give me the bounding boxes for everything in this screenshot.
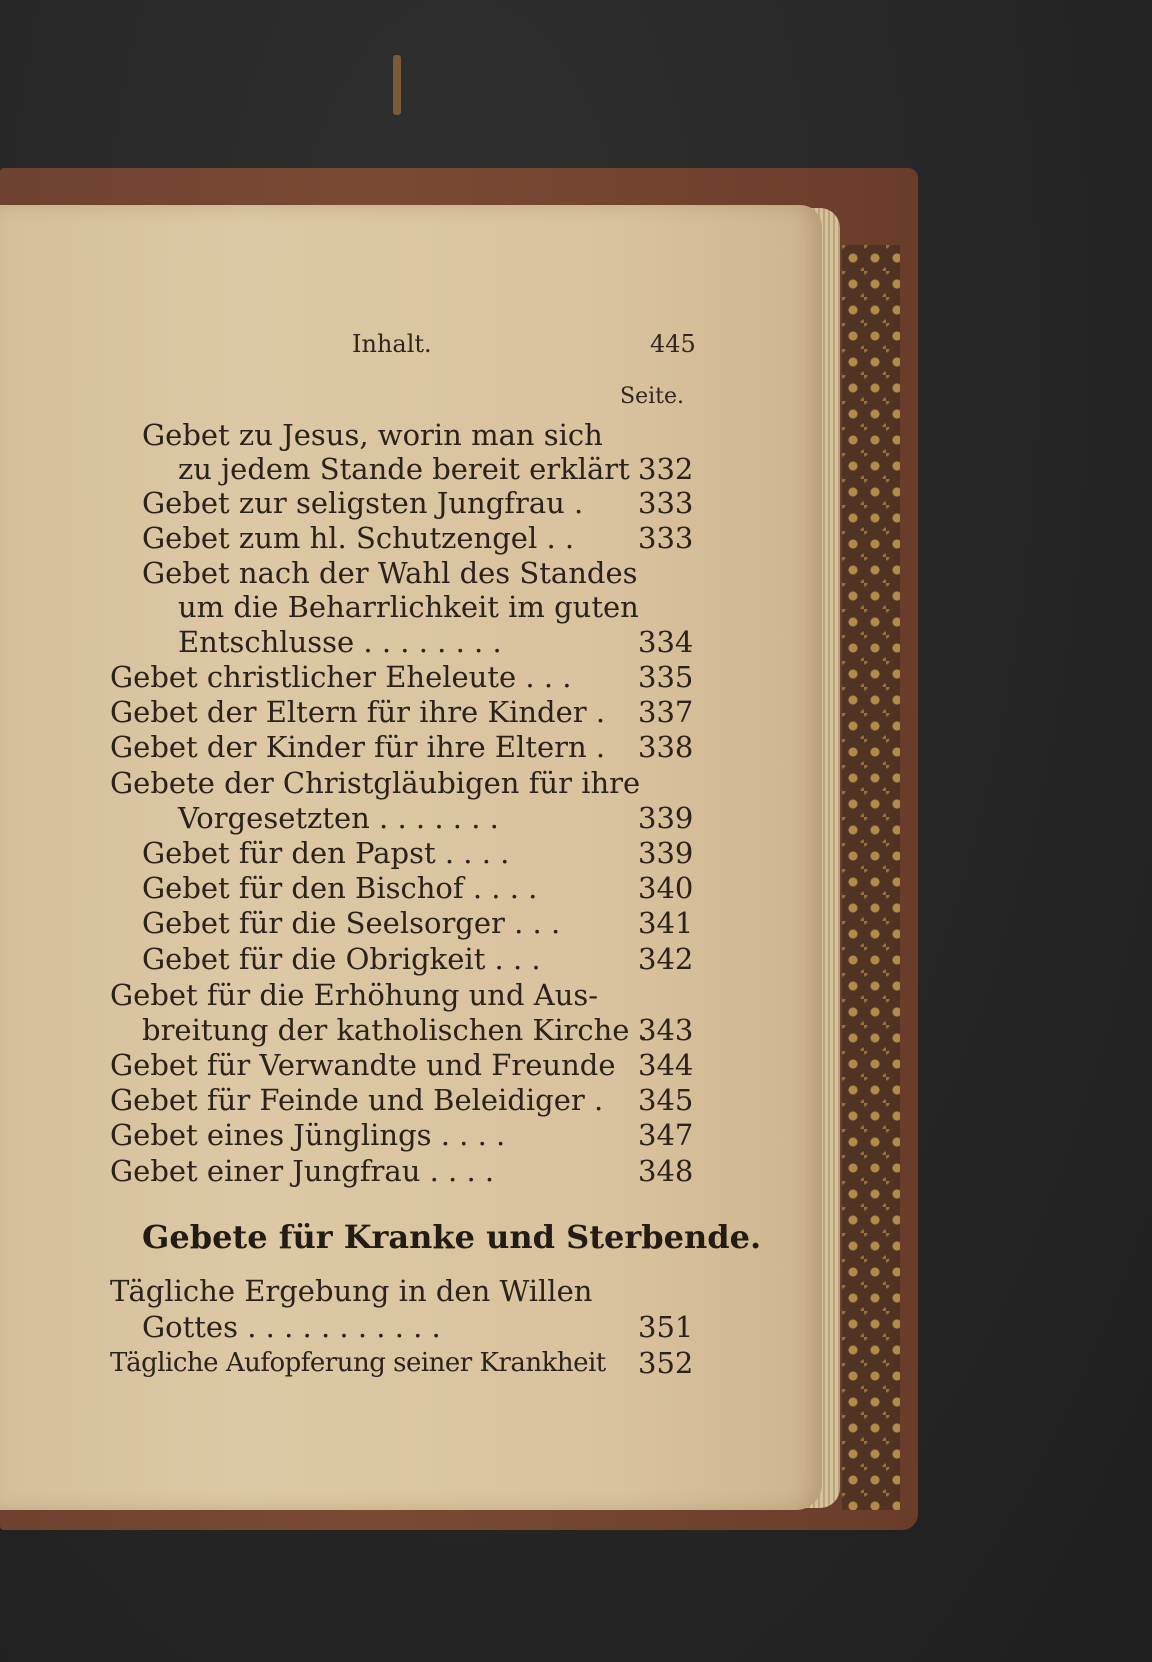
toc-entry-page: 344 <box>638 1048 694 1082</box>
toc-entry-page: 333 <box>638 521 694 555</box>
toc-entry-text: Gebet eines Jünglings . . . . <box>110 1118 506 1152</box>
toc-entry-page: 352 <box>638 1346 694 1380</box>
toc-entry-text: Gottes . . . . . . . . . . . <box>142 1310 441 1344</box>
bookmark-ribbon <box>393 55 401 115</box>
toc-entry-page: 340 <box>638 871 694 905</box>
toc-entry-page: 342 <box>638 942 694 976</box>
toc-entry-text: Tägliche Aufopferung seiner Krankheit <box>110 1348 606 1378</box>
toc-entry-page: 332 <box>638 452 694 486</box>
toc-entry-text: Gebet für den Papst . . . . <box>142 836 510 870</box>
toc-entry-text: Gebet der Kinder für ihre Eltern . <box>110 730 606 764</box>
toc-entry-page: 339 <box>638 801 694 835</box>
toc-entry-page: 338 <box>638 730 694 764</box>
toc-entry-text: Gebet zur seligsten Jungfrau . <box>142 486 584 520</box>
toc-entry-page: 343 <box>638 1013 694 1047</box>
section-heading: Gebete für Kranke und Sterbende. <box>142 1218 762 1256</box>
toc-entry-text: Gebet zu Jesus, worin man sich <box>142 418 603 452</box>
page-number: 445 <box>650 330 696 358</box>
seite-label: Seite. <box>620 384 684 409</box>
toc-entry-page: 339 <box>638 836 694 870</box>
toc-entry-page: 333 <box>638 486 694 520</box>
toc-entry-page: 348 <box>638 1154 694 1188</box>
toc-entry-text: Gebet für Feinde und Beleidiger . <box>110 1083 604 1117</box>
toc-entry-page: 351 <box>638 1310 694 1344</box>
toc-entry-page: 341 <box>638 906 694 940</box>
toc-entry-text: Gebet für den Bischof . . . . <box>142 871 538 905</box>
toc-entry-text: Gebete der Christgläubigen für ihre <box>110 766 641 800</box>
toc-entry-text: Tägliche Ergebung in den Willen <box>110 1274 593 1308</box>
toc-entry-page: 337 <box>638 695 694 729</box>
toc-entry-page: 347 <box>638 1118 694 1152</box>
toc-entry-text: Gebet der Eltern für ihre Kinder . <box>110 695 606 729</box>
page-title: Inhalt. <box>352 330 432 358</box>
toc-entry-text: Gebet zum hl. Schutzengel . . <box>142 521 575 555</box>
toc-entry-text: Gebet christlicher Eheleute . . . <box>110 660 572 694</box>
toc-entry-text: breitung der katholischen Kirche . <box>142 1013 648 1047</box>
toc-entry-text: Gebet für die Seelsorger . . . <box>142 906 561 940</box>
toc-entry-text: zu jedem Stande bereit erklärt <box>178 452 630 486</box>
toc-entry-text: Gebet für die Erhöhung und Aus- <box>110 978 599 1012</box>
toc-entry-text: um die Beharrlichkeit im guten <box>178 590 639 624</box>
toc-entry-text: Gebet für Verwandte und Freunde <box>110 1048 616 1082</box>
cover-ornament <box>842 245 900 1510</box>
toc-entry-page: 335 <box>638 660 694 694</box>
toc-entry-text: Entschlusse . . . . . . . . <box>178 625 502 659</box>
toc-entry-text: Gebet einer Jungfrau . . . . <box>110 1154 495 1188</box>
toc-entry-page: 334 <box>638 625 694 659</box>
toc-entry-text: Gebet nach der Wahl des Standes <box>142 556 638 590</box>
toc-entry-text: Vorgesetzten . . . . . . . <box>178 801 499 835</box>
toc-entry-text: Gebet für die Obrigkeit . . . <box>142 942 541 976</box>
toc-entry-page: 345 <box>638 1083 694 1117</box>
